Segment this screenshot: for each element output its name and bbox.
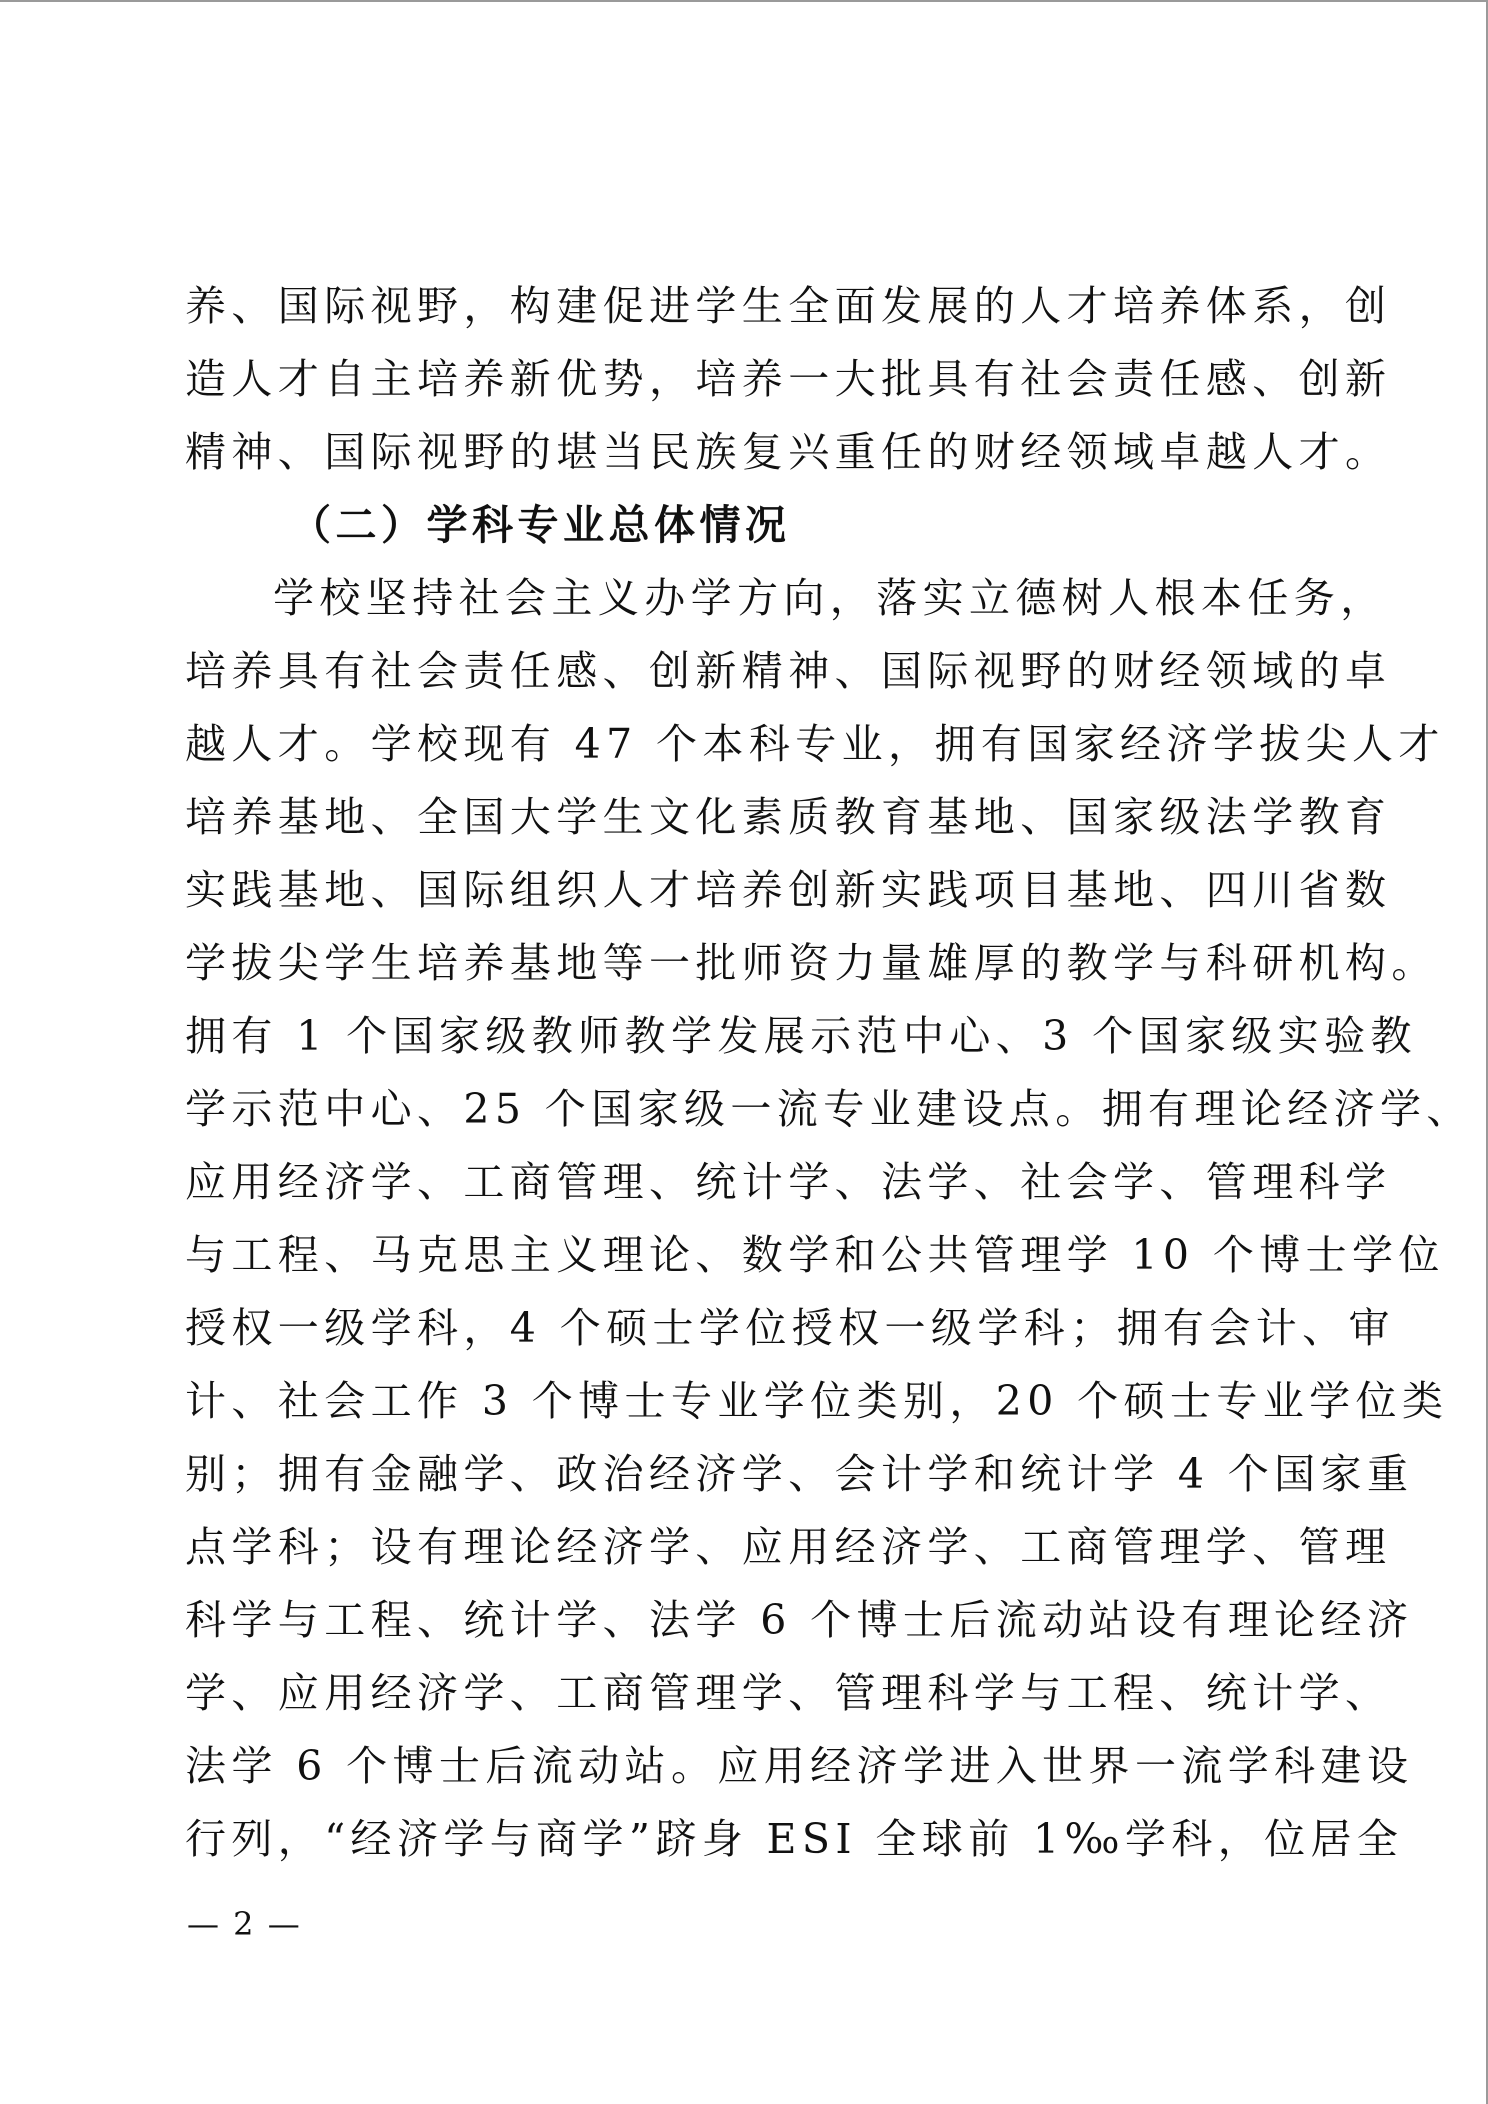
document-body: [185, 270, 1473, 1876]
text-line: 培养基地、全国大学生文化素质教育基地、国家级法学教育: [185, 793, 1392, 841]
text-line: 计、社会工作 3 个博士专业学位类别，20 个硕士专业学位类: [185, 1377, 1449, 1425]
text-line: 法学 6 个博士后流动站。应用经济学进入世界一流学科建设: [185, 1742, 1414, 1790]
text-line: 学示范中心、25 个国家级一流专业建设点。拥有理论经济学、: [185, 1085, 1473, 1133]
text-line: 科学与工程、统计学、法学 6 个博士后流动站设有理论经济: [185, 1596, 1414, 1644]
text-line: 应用经济学、工商管理、统计学、法学、社会学、管理科学: [185, 1158, 1392, 1206]
text-line: 授权一级学科，4 个硕士学位授权一级学科；拥有会计、审: [185, 1304, 1395, 1352]
text-line: 别；拥有金融学、政治经济学、会计学和统计学 4 个国家重: [185, 1450, 1414, 1498]
text-line: 实践基地、国际组织人才培养创新实践项目基地、四川省数: [185, 866, 1392, 914]
text-line: 点学科；设有理论经济学、应用经济学、工商管理学、管理: [185, 1523, 1392, 1571]
text-line: 培养具有社会责任感、创新精神、国际视野的财经领域的卓: [185, 647, 1392, 695]
text-line: 拥有 1 个国家级教师教学发展示范中心、3 个国家级实验教: [185, 1012, 1417, 1060]
text-line: 造人才自主培养新优势，培养一大批具有社会责任感、创新: [185, 355, 1392, 403]
text-line: 与工程、马克思主义理论、数学和公共管理学 10 个博士学位: [185, 1231, 1445, 1279]
section-heading: （二）学科专业总体情况: [290, 501, 791, 549]
text-line: 养、国际视野，构建促进学生全面发展的人才培养体系，创: [185, 282, 1392, 330]
text-line: 精神、国际视野的堪当民族复兴重任的财经领域卓越人才。: [185, 428, 1392, 476]
page-number: — 2 —: [187, 1905, 302, 1943]
text-line: 学拔尖学生培养基地等一批师资力量雄厚的教学与科研机构。: [185, 939, 1438, 987]
text-line: 行列，“经济学与商学”跻身 ESI 全球前 1‰学科，位居全: [185, 1815, 1404, 1863]
page-border-top: [0, 0, 1488, 2]
text-line: 学、应用经济学、工商管理学、管理科学与工程、统计学、: [185, 1669, 1392, 1717]
text-line: 学校坚持社会主义办学方向，落实立德树人根本任务，: [273, 574, 1387, 622]
text-line: 越人才。学校现有 47 个本科专业，拥有国家经济学拔尖人才: [185, 720, 1445, 768]
